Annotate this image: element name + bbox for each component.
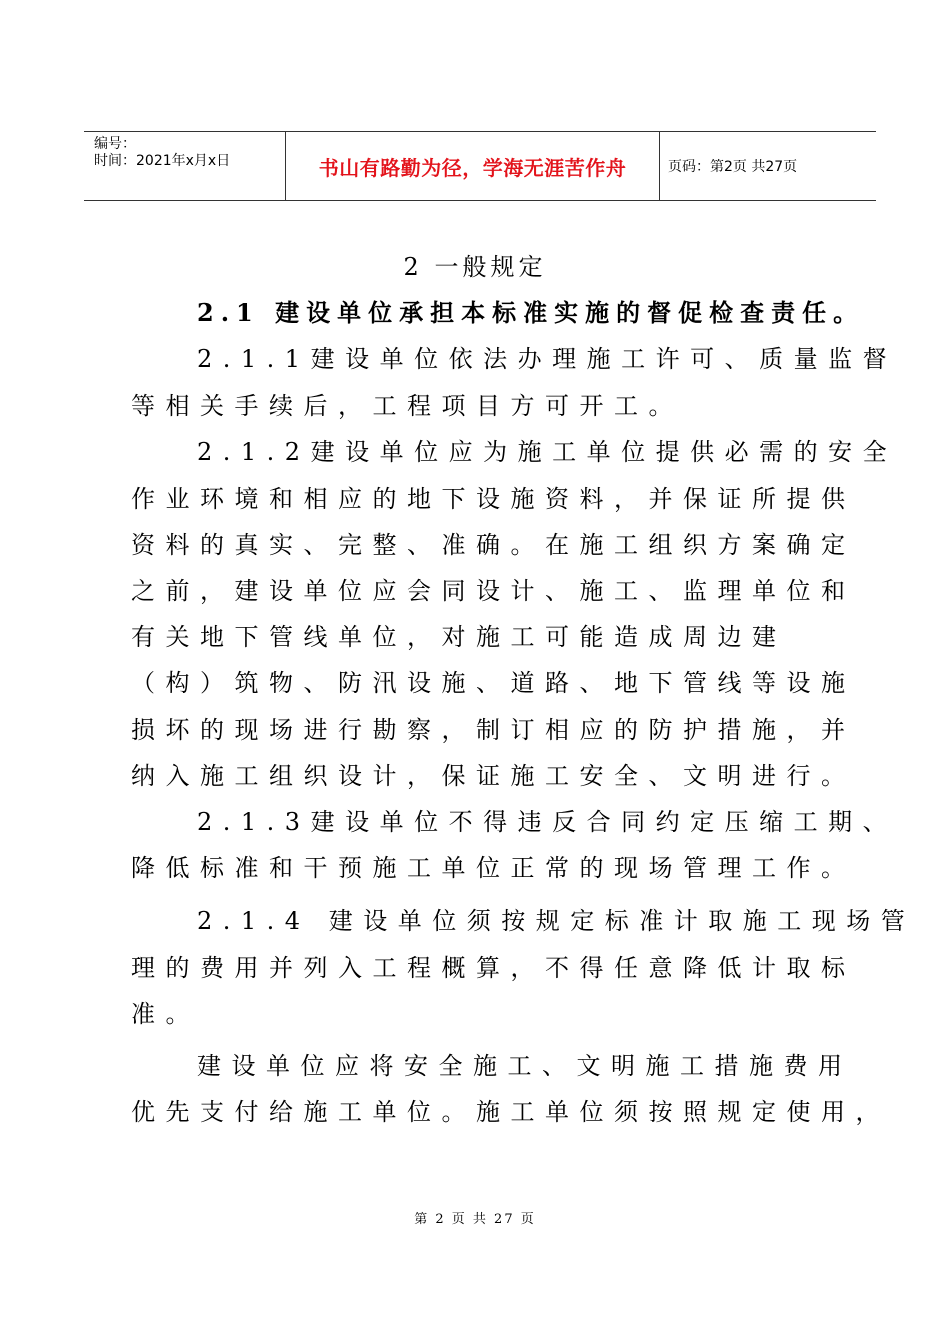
paragraph-line: 纳入施工组织设计，保证施工安全、文明进行。	[131, 762, 856, 790]
paragraph-line: 等相关手续后，工程项目方可开工。	[131, 392, 683, 420]
paragraph-line: 准。	[131, 1000, 200, 1028]
paragraph-line: 建设单位应将安全施工、文明施工措施费用	[197, 1052, 853, 1080]
paragraph-line: 2.1.4 建设单位须按规定标准计取施工现场管	[197, 907, 916, 935]
paragraph-line: 损坏的现场进行勘察，制订相应的防护措施，并	[131, 716, 856, 744]
paragraph-line: 之前，建设单位应会同设计、施工、监理单位和	[131, 577, 856, 605]
paragraph-line: 理的费用并列入工程概算，不得任意降低计取标	[131, 954, 856, 982]
section-title: 2 一般规定	[403, 253, 547, 281]
paragraph-line: 优先支付给施工单位。施工单位须按照规定使用，	[131, 1098, 890, 1126]
header-divider	[659, 132, 660, 200]
paragraph-line: 2.1.3建设单位不得违反合同约定压缩工期、	[197, 808, 898, 836]
page-header	[84, 131, 876, 201]
document-number-label: 编号：	[94, 136, 136, 152]
paragraph-line: 资料的真实、完整、准确。在施工组织方案确定	[131, 531, 856, 559]
paragraph-line: 2.1.1建设单位依法办理施工许可、质量监督	[197, 345, 898, 373]
paragraph-line: 2.1.2建设单位应为施工单位提供必需的安全	[197, 438, 898, 466]
paragraph-line: 作业环境和相应的地下设施资料，并保证所提供	[131, 485, 856, 513]
header-motto: 书山有路勤为径，学海无涯苦作舟	[318, 155, 627, 180]
document-time-label: 时间：2021年x月x日	[94, 153, 231, 169]
header-page-number: 页码：第2页 共27页	[668, 159, 798, 175]
paragraph-line: 降低标准和干预施工单位正常的现场管理工作。	[131, 854, 856, 882]
header-meta	[94, 136, 230, 170]
page-footer: 第 2 页 共 27 页	[414, 1212, 536, 1227]
subsection-title: 2.1 建设单位承担本标准实施的督促检查责任。	[197, 298, 865, 327]
paragraph-line: 有关地下管线单位，对施工可能造成周边建	[131, 623, 787, 651]
paragraph-line: （构）筑物、防汛设施、道路、地下管线等设施	[131, 669, 856, 697]
